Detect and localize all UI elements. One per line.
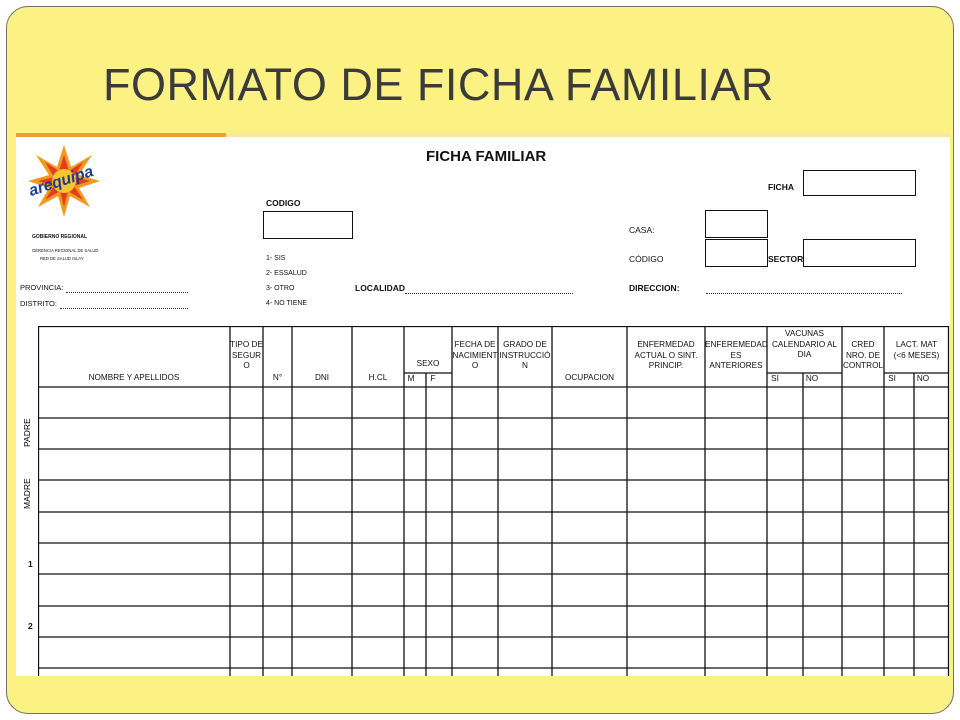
- seguro-option-3: 3- OTRO: [266, 285, 295, 292]
- header-enf-actual-l1: ENFERMEDAD: [637, 340, 695, 349]
- header-cred-l1: CRED: [851, 340, 875, 349]
- ficha-input[interactable]: [803, 170, 916, 196]
- header-tipo-seguro-l3: O: [243, 361, 250, 370]
- codigo2-label: CÓDIGO: [629, 254, 664, 264]
- logo-org-line1: GOBIERNO REGIONAL: [32, 234, 88, 240]
- header-lact-l2: (<6 MESES): [893, 350, 940, 360]
- row-label-column: [18, 387, 38, 676]
- row-label-2: 2: [28, 621, 33, 631]
- header-enf-ant-l1: ENFEREMEDAD: [705, 340, 768, 349]
- header-sexo: SEXO: [416, 359, 440, 368]
- provincia-line[interactable]: [66, 292, 188, 293]
- localidad-line[interactable]: [405, 293, 573, 294]
- logo-org-line2: GERENCIA REGIONAL DE SALUD: [32, 248, 99, 253]
- header-lact-l1: LACT. MAT: [895, 340, 938, 349]
- header-enf-ant-l3: ANTERIORES: [709, 361, 763, 370]
- arequipa-logo: [24, 143, 104, 240]
- header-vacunas-l3: DIA: [797, 350, 812, 359]
- header-vac-no: NO: [805, 374, 819, 383]
- header-ocupacion: OCUPACION: [565, 373, 614, 382]
- header-fecha-l2: NACIMIENT: [452, 350, 498, 360]
- sector-label: SECTOR: [768, 254, 804, 264]
- casa-input[interactable]: [705, 210, 768, 238]
- header-fecha-nac: [452, 340, 498, 372]
- form-title: FICHA FAMILIAR: [426, 148, 547, 165]
- header-enf-actual-l3: PRINCIP.: [648, 361, 684, 370]
- header-lact: [884, 340, 949, 361]
- header-tipo-seguro-l2: SEGUR: [231, 350, 262, 360]
- header-enf-actual-l2: ACTUAL O SINT.: [634, 350, 698, 360]
- slide-title: FORMATO DE FICHA FAMILIAR: [103, 59, 774, 110]
- header-dni: DNI: [314, 373, 330, 382]
- header-hcl: H.CL: [368, 373, 388, 382]
- header-vacunas-l1: VACUNAS: [785, 329, 824, 338]
- logo-org-line3: RED DE SALUD ISLAY: [40, 256, 84, 261]
- direccion-label: DIRECCION:: [629, 283, 680, 293]
- seguro-option-2: 2- ESSALUD: [266, 270, 307, 277]
- header-vac-si: SI: [771, 374, 779, 383]
- header-tipo-seguro: [230, 340, 263, 372]
- header-cred-l3: CONTROL: [842, 361, 884, 370]
- codigo-label: CODIGO: [266, 198, 301, 208]
- slide-frame: [6, 6, 954, 714]
- direccion-line[interactable]: [706, 293, 902, 294]
- sheet-header-strip-light: [226, 133, 950, 137]
- sector-input[interactable]: [803, 239, 916, 267]
- header-fecha-l3: O: [471, 361, 479, 370]
- ficha-label: FICHA: [768, 182, 794, 192]
- localidad-label: LOCALIDAD: [355, 283, 406, 293]
- row-label-madre: MADRE: [22, 478, 32, 509]
- codigo2-input[interactable]: [705, 239, 768, 267]
- casa-label: CASA:: [629, 225, 655, 235]
- header-numero: N°: [272, 373, 283, 382]
- header-grado-l2: INSTRUCCIÓ: [499, 350, 551, 360]
- header-enf-ant-l2: ES: [730, 350, 742, 360]
- row-label-padre: PADRE: [22, 418, 32, 447]
- sheet-header-strip: [16, 133, 226, 137]
- header-enf-anteriores: [705, 340, 767, 372]
- row-label-1: 1: [28, 559, 33, 569]
- header-fecha-l1: FECHA DE: [454, 340, 496, 349]
- header-enf-actual: [627, 340, 705, 372]
- header-sexo-f: F: [430, 374, 436, 383]
- provincia-label: PROVINCIA:: [20, 283, 64, 292]
- header-cred-l2: NRO. DE: [845, 350, 881, 360]
- header-nombre: NOMBRE Y APELLIDOS: [88, 373, 180, 382]
- header-grado-l3: N: [522, 361, 528, 370]
- header-lact-no: NO: [916, 374, 930, 383]
- header-grado-l1: GRADO DE: [503, 340, 547, 349]
- logo-wordmark: arequipa: [26, 163, 96, 200]
- distrito-label: DISTRITO:: [20, 299, 57, 308]
- seguro-option-4: 4- NO TIENE: [266, 300, 308, 307]
- form-sheet: [16, 133, 950, 676]
- header-tipo-seguro-l1: TIPO DE: [230, 340, 263, 349]
- header-grado: [498, 340, 552, 372]
- header-lact-si: SI: [888, 374, 896, 383]
- header-vacunas: [767, 329, 842, 361]
- distrito-line[interactable]: [60, 308, 188, 309]
- codigo-input[interactable]: [263, 211, 353, 239]
- header-cred: [842, 340, 884, 372]
- family-members-table: [38, 326, 950, 676]
- seguro-option-1: 1- SIS: [266, 255, 286, 262]
- header-vacunas-l2: CALENDARIO AL: [771, 339, 838, 349]
- header-sexo-m: M: [407, 374, 415, 383]
